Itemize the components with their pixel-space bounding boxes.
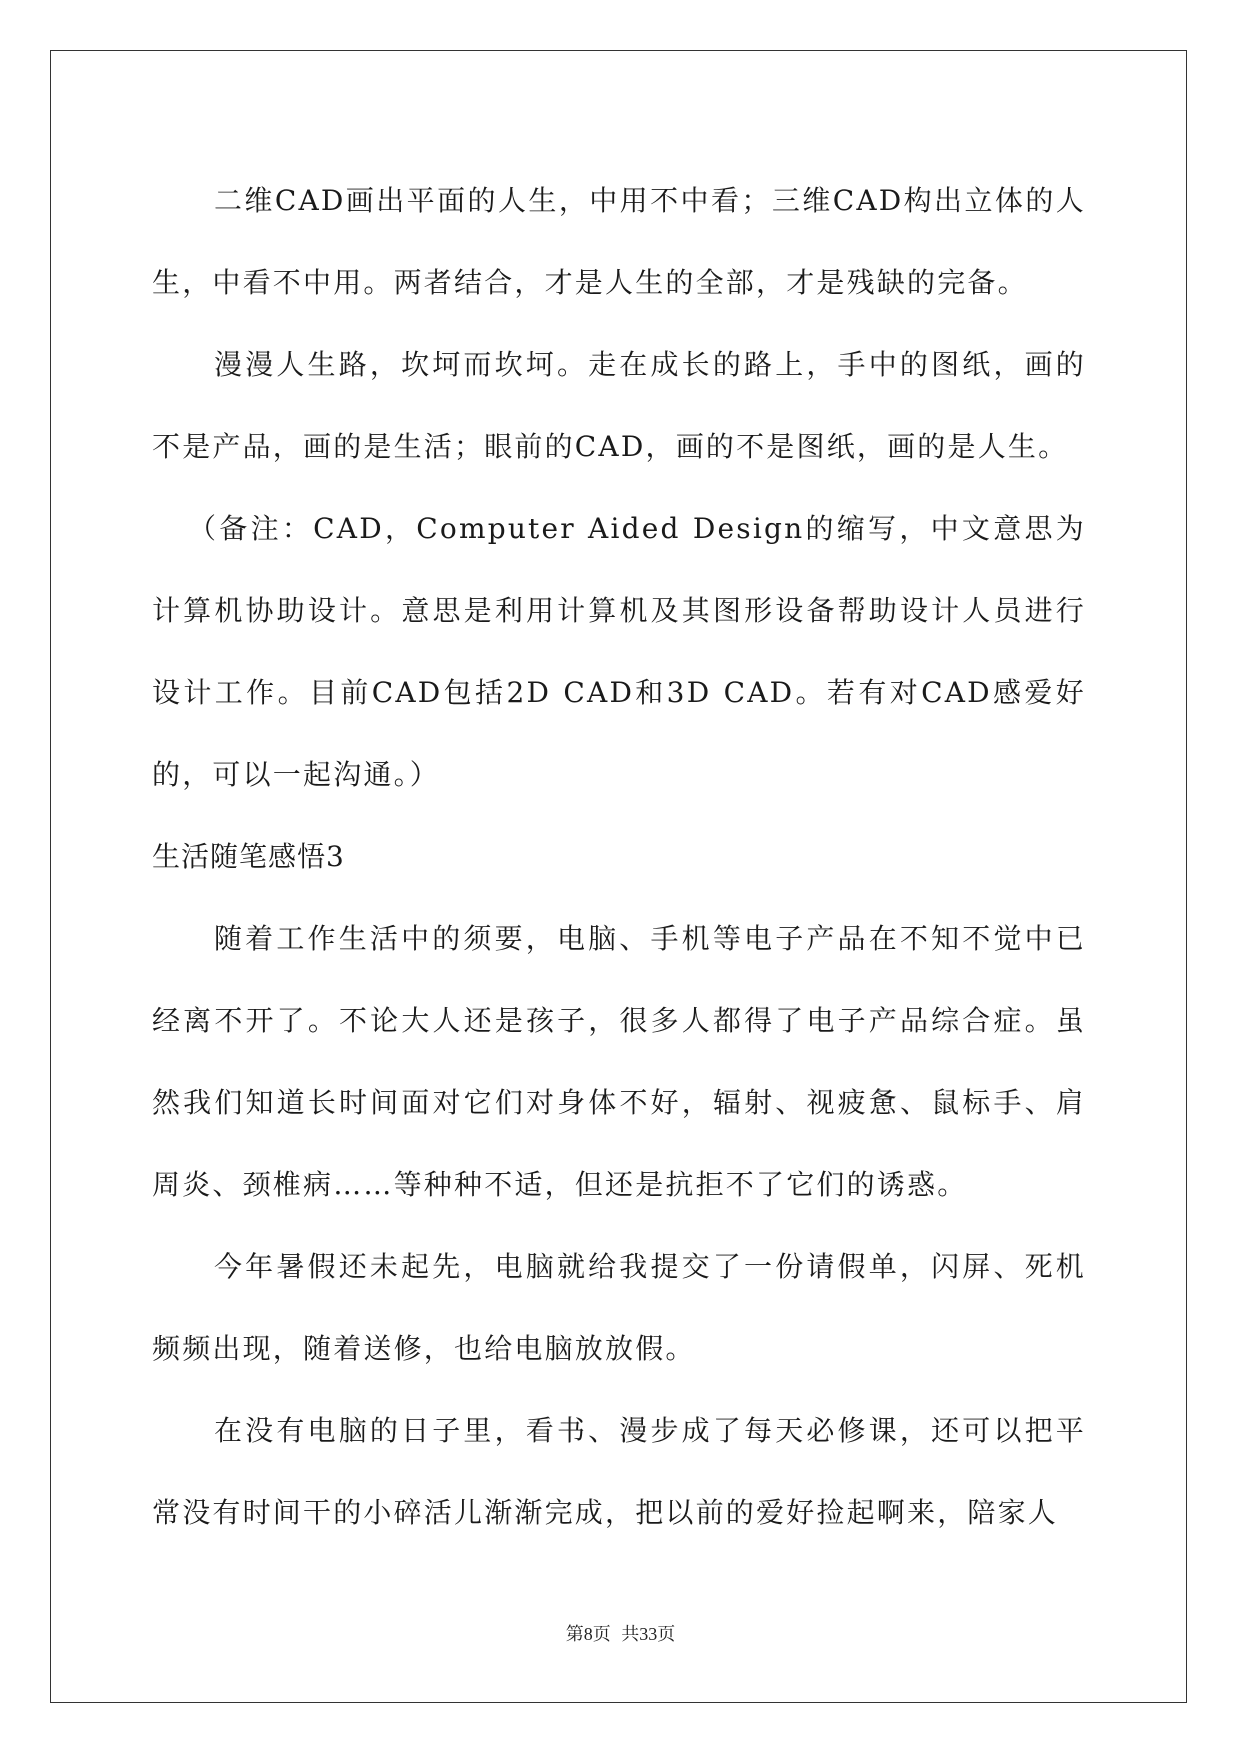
paragraph-note: （备注：CAD，Computer Aided Design的缩写，中文意思为计算机协助设计。意思是利用计算机及其图形设备帮助设计人员进行设计工作。目前CAD包括2D CAD和3D CAD。若有对CAD感爱好的，可以一起沟通。） [152, 512, 1086, 791]
paragraph: 二维CAD画出平面的人生，中用不中看；三维CAD构出立体的人生，中看不中用。两者结合，才是人生的全部，才是残缺的完备。 [152, 184, 1086, 299]
page-number: 第8页 [565, 1624, 611, 1644]
paragraph: 今年暑假还未起先，电脑就给我提交了一份请假单，闪屏、死机频频出现，随着送修，也给电脑放放假。 [152, 1250, 1086, 1365]
paragraph: 漫漫人生路，坎坷而坎坷。走在成长的路上，手中的图纸，画的不是产品，画的是生活；眼前的CAD，画的不是图纸，画的是人生。 [152, 348, 1086, 463]
page-total: 共33页 [621, 1624, 676, 1644]
paragraph: 随着工作生活中的须要，电脑、手机等电子产品在不知不觉中已经离不开了。不论大人还是孩子，很多人都得了电子产品综合症。虽然我们知道长时间面对它们对身体不好，辐射、视疲惫、鼠标手、肩周炎、颈椎病……等种种不适，但还是抗拒不了它们的诱惑。 [152, 922, 1086, 1201]
page-footer [0, 1620, 1241, 1646]
paragraph: 在没有电脑的日子里，看书、漫步成了每天必修课，还可以把平常没有时间干的小碎活儿渐渐完成，把以前的爱好捡起啊来，陪家人 [152, 1414, 1086, 1529]
document-body [152, 160, 1086, 1554]
section-heading: 生活随笔感悟3 [152, 840, 345, 873]
